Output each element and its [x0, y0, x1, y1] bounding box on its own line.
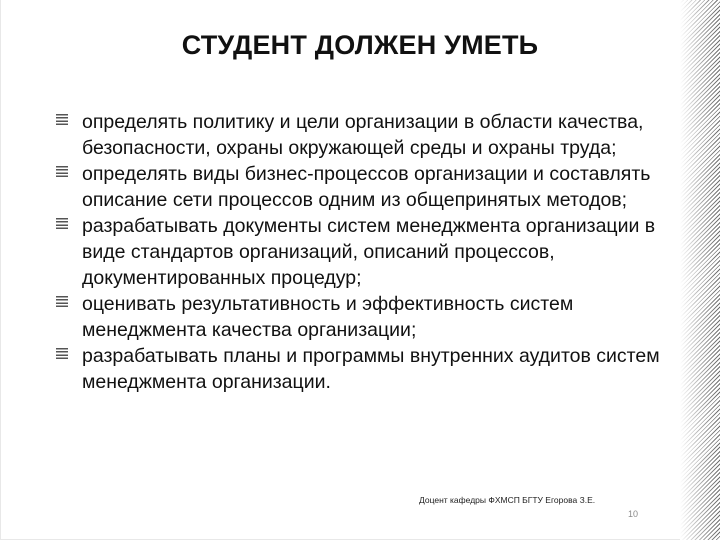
list-item-text: оценивать результативность и эффективность систем менеджмента качества организации; [82, 293, 574, 341]
striped-square-bullet-icon [56, 114, 68, 127]
list-item [54, 109, 664, 161]
striped-square-bullet-icon [56, 348, 68, 361]
list-item-text: разрабатывать планы и программы внутренних аудитов систем менеджмента организации. [82, 345, 660, 393]
bullet-list [54, 109, 664, 395]
list-item [54, 291, 664, 343]
list-item-text: разрабатывать документы систем менеджмента организации в виде стандартов организаций, описаний процессов, документированных процедур; [82, 215, 656, 289]
slide-title: СТУДЕНТ ДОЛЖЕН УМЕТЬ [181, 30, 539, 60]
striped-square-bullet-icon [56, 218, 68, 231]
bullet-list-container [54, 109, 664, 395]
striped-square-bullet-icon [56, 166, 68, 179]
list-item [54, 213, 664, 291]
striped-square-bullet-icon [56, 296, 68, 309]
footer-author: Доцент кафедры ФХМСП БГТУ Егорова З.Е. [419, 495, 596, 505]
list-item-text: определять политику и цели организации в области качества, безопасности, охраны окружающей среды и охраны труда; [82, 111, 644, 159]
list-item [54, 161, 664, 213]
page-number: 10 [628, 509, 639, 519]
striped-edge-decoration [680, 0, 720, 540]
list-item-text: определять виды бизнес-процессов организации и составлять описание сети процессов одним из общепринятых методов; [82, 163, 651, 211]
list-item [54, 343, 664, 395]
stripes-fade-overlay [680, 0, 720, 540]
